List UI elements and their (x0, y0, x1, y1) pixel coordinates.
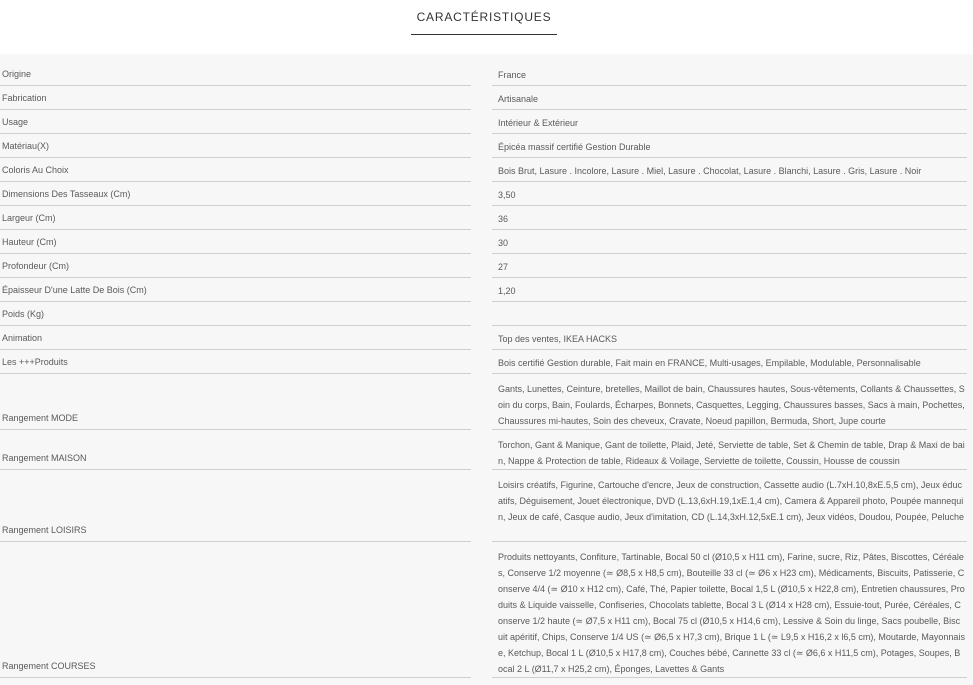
row-label-cell (0, 350, 471, 374)
row-label-cell (0, 430, 471, 470)
row-value-cell (492, 278, 967, 302)
row-value: France (498, 70, 527, 80)
row-label: Rangement LOISIRS (2, 525, 87, 535)
table-row (0, 134, 973, 158)
row-value-cell (492, 430, 967, 470)
row-label-cell (0, 470, 471, 542)
row-label-cell (0, 230, 471, 254)
row-label-cell (0, 110, 471, 134)
row-label-cell (0, 134, 471, 158)
row-value: Produits nettoyants, Confiture, Tartinable, Bocal 50 cl (Ø10,5 x H11 cm), Farine, sucre, Riz, Pâtes, Biscottes, Céréales, Conserve 1/2 moyenne (≃ Ø8,5 x H8,5 cm), Bouteille 33 cl (≃ Ø6 x H23 cm), Médicaments, Biscuits, Patisserie, Conserve 4/4 (≃ Ø10 x H12 cm), Café, Thé, Papier toilette, Bocal 1,5 L (Ø10,5 x H22,8 cm), Entretien chaussures, Produits & Liquide vaisselle, Confiseries, Chocolats tablette, Bocal 3 L (Ø14 x H28 cm), Essuie-tout, Purée, Céréales, Conserve 1/2 haute (≃ Ø7,5 x H11 cm), Bocal 75 cl (Ø10,5 x H14,6 cm), Lessive & Soin du linge, Sacs poubelle, Biscuit apéritif, Chips, Conserve 1/4 US (≃ Ø6,5 x H7,3 cm), Brique 1 L (≃ L9,5 x H16,2 x l6,5 cm), Moutarde, Mayonnaise, Ketchup, Bocal 1 L (Ø10,5 x H17,8 cm), Couches bébé, Cannette 33 cl (≃ Ø6,6 x H11,5 cm), Potages, Soupes, Bocal 2 L (Ø11,7 x H25,2 cm), Éponges, Lavettes & Gants (498, 552, 965, 674)
row-value: Top des ventes, IKEA HACKS (498, 334, 618, 344)
row-value: Bois certifié Gestion durable, Fait main en FRANCE, Multi-usages, Empilable, Modulable, Personnalisable (498, 358, 921, 368)
row-label: Coloris Au Choix (2, 165, 69, 175)
row-value-cell (492, 470, 967, 542)
row-label-cell (0, 326, 471, 350)
row-label: Origine (2, 69, 32, 79)
row-value-cell (492, 542, 967, 678)
table-row (0, 62, 973, 86)
row-label-cell (0, 278, 471, 302)
row-value: Gants, Lunettes, Ceinture, bretelles, Maillot de bain, Chaussures hautes, Sous-vêtements, Collants & Chaussettes, Soin du corps, Bain, Foulards, Écharpes, Bonnets, Casquettes, Legging, Chaussures basses, Sacs à main, Pochettes, Chaussures mi-hautes, Soin des cheveux, Cravate, Noeud papillon, Bermuda, Short, Jupe courte (498, 384, 965, 426)
row-value: Bois Brut, Lasure . Incolore, Lasure . Miel, Lasure . Chocolat, Lasure . Blanchi, Lasure . Gris, Lasure . Noir (498, 166, 922, 176)
row-label-cell (0, 374, 471, 430)
row-label-cell (0, 302, 471, 326)
row-label: Fabrication (2, 93, 47, 103)
row-value: Intérieur & Extérieur (498, 118, 579, 128)
table-row (0, 158, 973, 182)
row-value: 36 (498, 214, 509, 224)
row-value-cell (492, 110, 967, 134)
row-label: Les +++Produits (2, 357, 68, 367)
row-value: 1,20 (498, 286, 516, 296)
row-value-cell (492, 206, 967, 230)
table-row (0, 470, 973, 542)
row-value: 30 (498, 238, 509, 248)
row-value-cell (492, 230, 967, 254)
row-label: Matériau(X) (2, 141, 50, 151)
row-label: Profondeur (Cm) (2, 261, 70, 271)
row-value: Loisirs créatifs, Figurine, Cartouche d'encre, Jeux de construction, Cassette audio (L.7xH.10,8xE.5,5 cm), Jeux éducatifs, Déguisement, Jouet électronique, DVD (L.13,6xH.19,1xE.1,4 cm), Camera & Appareil photo, Poupée mannequin, Jeux de café, Casque audio, Jeux d'imitation, CD (L.14,3xH.12,5xE.1 cm), Jeux vidéos, Doudou, Poupée, Peluche (498, 480, 964, 522)
row-label: Rangement MAISON (2, 453, 87, 463)
row-value-cell (492, 254, 967, 278)
table-row (0, 206, 973, 230)
table-row (0, 230, 973, 254)
row-value-cell (492, 86, 967, 110)
row-label-cell (0, 86, 471, 110)
row-value: Épicéa massif certifié Gestion Durable (498, 142, 651, 152)
row-label: Usage (2, 117, 29, 127)
row-value: 27 (498, 262, 509, 272)
row-label: Rangement MODE (2, 413, 79, 423)
row-value: Torchon, Gant & Manique, Gant de toilette, Plaid, Jeté, Serviette de table, Set & Chemin de table, Drap & Maxi de bain, Nappe & Protection de table, Rideaux & Voilage, Serviette de toilette, Coussin, Housse de coussin (498, 440, 965, 466)
row-label: Animation (2, 333, 43, 343)
row-label-cell (0, 62, 471, 86)
row-label-cell (0, 542, 471, 678)
row-label: Rangement COURSES (2, 661, 96, 671)
row-label: Poids (Kg) (2, 309, 45, 319)
characteristics-table (0, 54, 973, 685)
row-label: Hauteur (Cm) (2, 237, 57, 247)
table-row (0, 430, 973, 470)
row-value-cell (492, 326, 967, 350)
tab-caracteristiques[interactable] (411, 0, 557, 35)
table-row (0, 86, 973, 110)
table-row (0, 326, 973, 350)
row-value-cell (492, 374, 967, 430)
row-label-cell (0, 206, 471, 230)
table-row (0, 542, 973, 678)
row-label-cell (0, 158, 471, 182)
table-row (0, 254, 973, 278)
row-label-cell (0, 254, 471, 278)
table-row (0, 278, 973, 302)
row-label: Dimensions Des Tasseaux (Cm) (2, 189, 131, 199)
row-value-cell (492, 350, 967, 374)
row-value-cell (492, 302, 967, 326)
row-value-cell (492, 182, 967, 206)
table-row (0, 302, 973, 326)
row-label-cell (0, 182, 471, 206)
row-value-cell (492, 158, 967, 182)
row-label: Largeur (Cm) (2, 213, 56, 223)
table-row (0, 110, 973, 134)
table-row (0, 182, 973, 206)
row-label: Épaisseur D'une Latte De Bois (Cm) (2, 285, 147, 295)
row-value: 3,50 (498, 190, 516, 200)
table-row (0, 374, 973, 430)
row-value: Artisanale (498, 94, 539, 104)
row-value-cell (492, 134, 967, 158)
tab-caracteristiques-label: CARACTÉRISTIQUES (416, 10, 552, 24)
row-value-cell (492, 62, 967, 86)
table-row (0, 350, 973, 374)
